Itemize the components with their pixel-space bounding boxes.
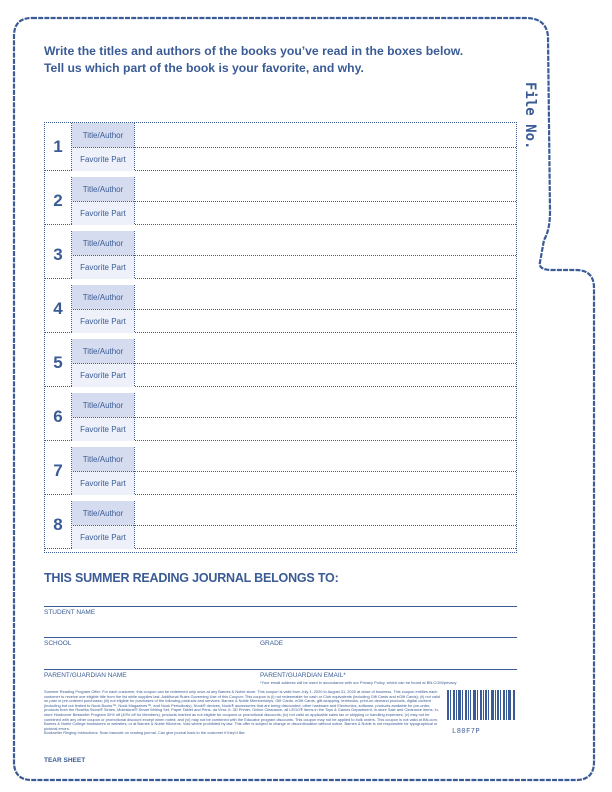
row-number: 6: [53, 406, 63, 426]
favorite-part-label: Favorite Part: [72, 309, 134, 333]
barcode-number: L80F7P: [452, 728, 481, 736]
row-number: 8: [53, 514, 63, 534]
row-number: 1: [53, 136, 63, 156]
row-number: 3: [53, 244, 63, 264]
title-author-label: Title/Author: [72, 177, 134, 201]
instructions: [44, 43, 514, 77]
grade-label: GRADE: [260, 640, 284, 647]
barcode: [447, 690, 515, 720]
favorite-part-label: Favorite Part: [72, 471, 134, 495]
book-row: [45, 285, 516, 333]
favorite-part-label: Favorite Part: [72, 147, 134, 171]
row-number: 4: [53, 298, 63, 318]
title-author-label: Title/Author: [72, 393, 134, 417]
belongs-to-heading: THIS SUMMER READING JOURNAL BELONGS TO:: [44, 571, 339, 585]
title-author-label: Title/Author: [72, 501, 134, 525]
parent-name-label: PARENT/GUARDIAN NAME: [44, 672, 127, 679]
book-row: [45, 177, 516, 225]
book-row: [45, 231, 516, 279]
row-number: 2: [53, 190, 63, 210]
file-number-label: File No.: [522, 82, 538, 150]
title-author-label: Title/Author: [72, 123, 134, 147]
book-log-table: [44, 122, 517, 553]
instructions-line-2: Tell us which part of the book is your favorite, and why.: [44, 61, 364, 75]
favorite-part-label: Favorite Part: [72, 363, 134, 387]
title-author-label: Title/Author: [72, 231, 134, 255]
book-row: [45, 501, 516, 549]
row-number: 5: [53, 352, 63, 372]
row-number: 7: [53, 460, 63, 480]
fine-print: [44, 690, 444, 736]
student-name-label: STUDENT NAME: [44, 609, 96, 616]
school-grade-line[interactable]: [44, 637, 517, 638]
title-author-label: Title/Author: [72, 285, 134, 309]
parent-line[interactable]: [44, 669, 517, 670]
book-row: [45, 393, 516, 441]
favorite-part-label: Favorite Part: [72, 255, 134, 279]
student-name-line[interactable]: [44, 606, 517, 607]
instructions-line-1: Write the titles and authors of the books you’ve read in the boxes below.: [44, 44, 464, 58]
favorite-part-label: Favorite Part: [72, 201, 134, 225]
favorite-part-label: Favorite Part: [72, 417, 134, 441]
privacy-note: *Your email address will be used in accordance with our Privacy Policy, which can be found at BN.COM/privacy: [260, 680, 457, 685]
book-row: [45, 339, 516, 387]
book-row: [45, 447, 516, 495]
tear-sheet-label: TEAR SHEET: [44, 757, 86, 764]
title-author-label: Title/Author: [72, 447, 134, 471]
school-label: SCHOOL: [44, 640, 72, 647]
parent-email-label: PARENT/GUARDIAN EMAIL*: [260, 672, 346, 679]
offer-terms: Summer Reading Program Offer: For each customer, this coupon can be redeemed only once at any Barnes & Noble store. This coupon is valid from July 1, 2020 to August 31, 2020 at close of business. This coupon entitles each customer to receive one eligible title from the list while supplies last. Additional Rules Governing Use of this Coupon: This coupon is (i) not redeemable for cash or Club equivalents (including Gift Cards and eGift Cards); (ii) not valid on past or pre-ordered purchases; (iii) not eligible for purchases of the following products and services: Barnes & Noble Memberships, Gift Cards, eGift Cards, gift-wrapping, textbooks, print-on-demand products, digital content (including but not limited to Nook Books™, Nook Magazines™, and Nook Periodicals), Nook® devices, Nook® accessories that are being discounted, other hardware and Electronics, software, products available for pre-order, products from the Rosetta Stone® Series, Moleskine® Smart Writing Set, Paper Tablet and Pens, da Vinci Jr. 3D Printer, Online Clearance, all LEGO® items in the Toys & Games Department, in-store Sale and Clearance items, in-store Hardcover Bestseller Program 30% off (40% off for Members), products marked as not eligible for coupons or promotional discounts; (iv) not valid on applicable sales tax or shipping or handling expenses; (v) may not be combined with any other coupon or promotional discount except when noted; and (vi) may not be combined with the Educator program discounts. This coupon may not be applied to bulk orders. This coupon is not valid at BN.com, Barnes & Noble College bookstores or websites, or at Barnes & Noble Kitchens. Void where prohibited by law. This offer is subject to change or discontinuation without notice. Barnes & Noble is not responsible for typographical or pictorial errors.: [44, 689, 440, 731]
title-author-label: Title/Author: [72, 339, 134, 363]
favorite-part-label: Favorite Part: [72, 525, 134, 549]
book-row: [45, 123, 516, 171]
ringing-instructions: Bookseller Ringing Instructions: Scan barcode on reading journal. Can give journal back to the customer if they'd like.: [44, 730, 246, 736]
